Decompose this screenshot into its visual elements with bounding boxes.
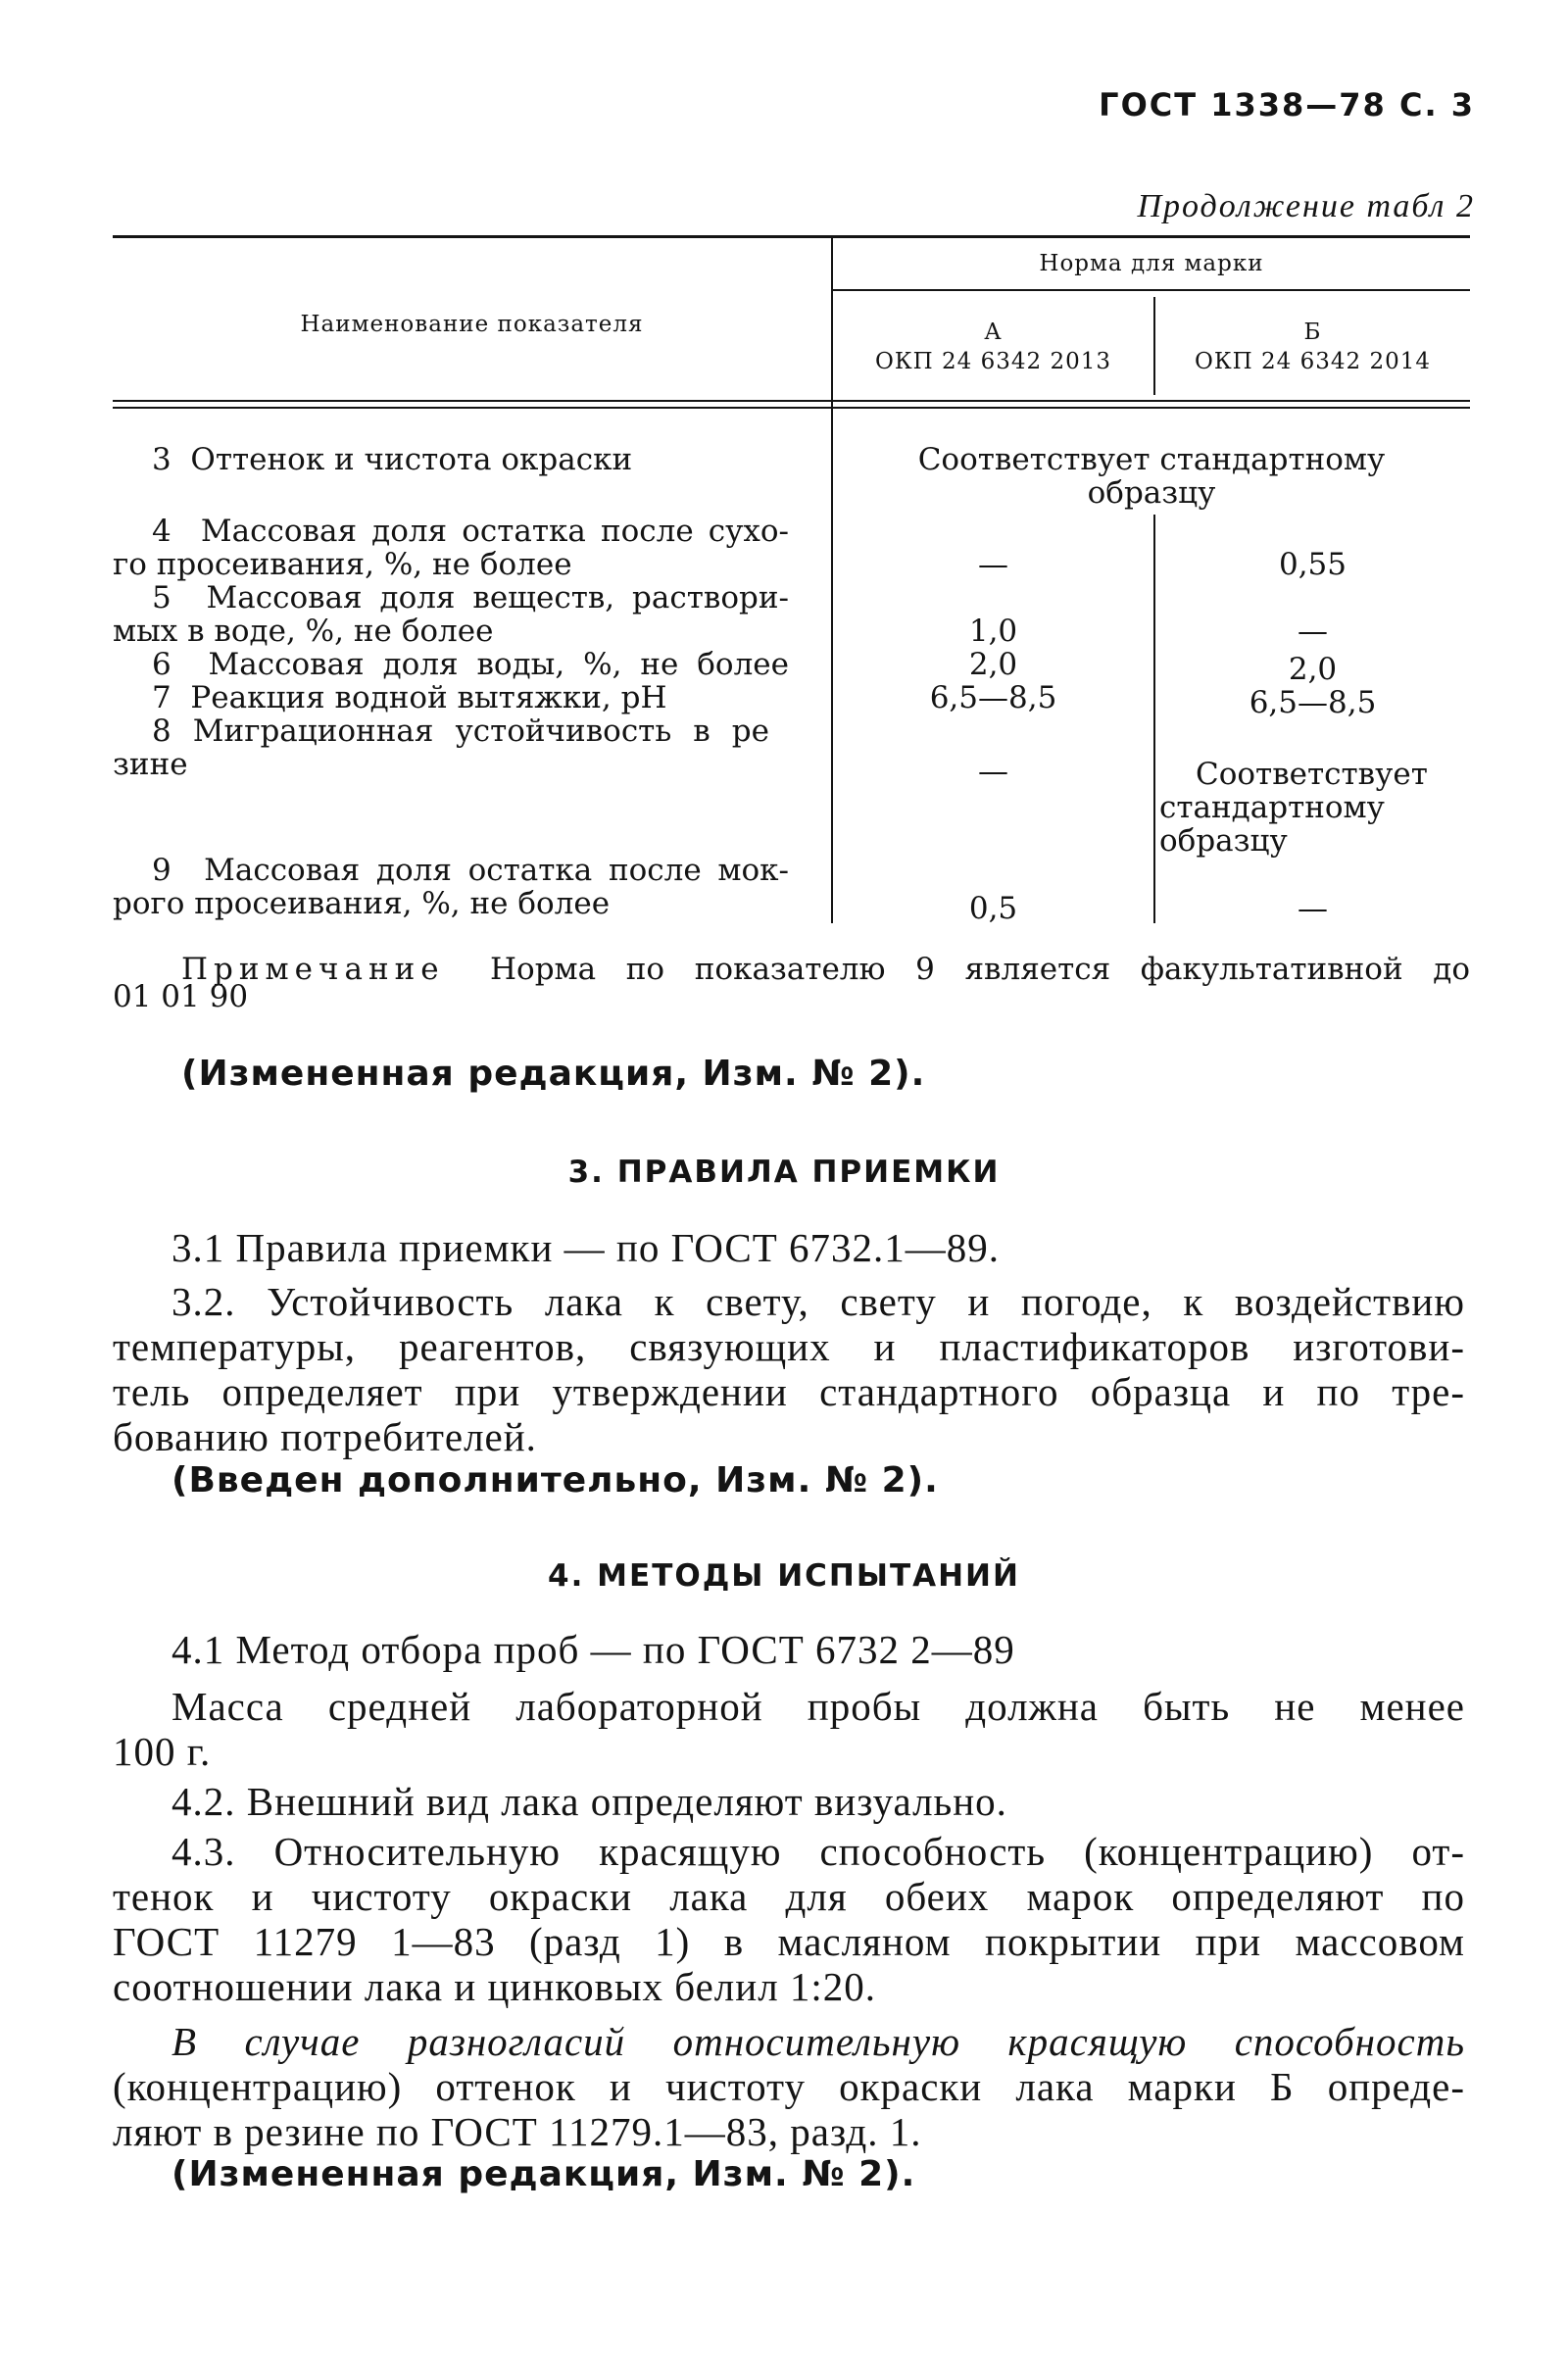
- section-3-p2-line3: тель определяет при утверждении стандартного образца и по тре-: [113, 1369, 1465, 1414]
- row-7-value-a: 6,5—8,5: [929, 680, 1057, 715]
- row-7-name: 7 Реакция водной вытяжки, pH: [152, 680, 667, 715]
- table-note-date: 01 01 90: [113, 979, 249, 1014]
- row-8-name-line2: зине: [113, 747, 188, 782]
- row-6-value-b: 2,0: [1288, 652, 1338, 687]
- mark-a-code: ОКП 24 6342 2013: [875, 349, 1111, 374]
- column-header-name: Наименование показателя: [300, 312, 644, 337]
- row-5-value-a: 1,0: [968, 614, 1018, 649]
- change-note-section-4: (Измененная редакция, Изм. № 2).: [172, 2154, 916, 2194]
- row-3-shared-value-line1: Соответствует стандартному: [917, 442, 1386, 477]
- row-4-name-line2: го просеивания, %, не более: [113, 547, 572, 582]
- row-6-value-a: 2,0: [968, 647, 1018, 682]
- row-8-value-b-line1: Соответствует: [1196, 757, 1428, 792]
- row-6-name: 6 Массовая доля воды, %, не более: [152, 647, 789, 682]
- section-4-p4-line1: В случае разногласий относительную красящую способность: [172, 2019, 1465, 2064]
- row-5-value-b: —: [1298, 614, 1328, 649]
- row-9-name-line1: 9 Массовая доля остатка после мок-: [152, 853, 789, 888]
- row-5-name-line2: мых в воде, %, не более: [113, 614, 494, 649]
- row-8-name-line1: 8 Миграционная устойчивость в ре: [152, 713, 769, 749]
- section-4-p3-line2: тенок и чистоту окраски лака для обеих марок определяют по: [113, 1874, 1465, 1919]
- page-reference: ГОСТ 1338—78 С. 3: [1099, 86, 1475, 123]
- section-3-p2-line2: температуры, реагентов, связующих и пластификаторов изготови-: [113, 1324, 1465, 1369]
- mark-a-letter: А: [984, 320, 1003, 345]
- row-8-value-a: —: [978, 754, 1008, 789]
- section-4-title: 4. МЕТОДЫ ИСПЫТАНИЙ: [548, 1558, 1020, 1594]
- section-4-p2: 4.2. Внешний вид лака определяют визуально.: [172, 1779, 1007, 1824]
- norm-header-rule: [833, 289, 1470, 291]
- row-8-value-b-line3: образцу: [1159, 823, 1288, 859]
- row-9-name-line2: рого просеивания, %, не более: [113, 886, 611, 921]
- header-bottom-rule-2: [113, 407, 1470, 409]
- section-3-title: 3. ПРАВИЛА ПРИЕМКИ: [567, 1155, 1001, 1190]
- section-3-p2-line4: бованию потребителей.: [113, 1414, 537, 1459]
- table-note-label: Примечание: [181, 952, 445, 987]
- row-7-value-b: 6,5—8,5: [1249, 685, 1377, 720]
- row-3-name: 3 Оттенок и чистота окраски: [152, 442, 633, 477]
- mark-b-letter: Б: [1303, 320, 1322, 345]
- table-note-text: Норма по показателю 9 является факультативной до: [490, 952, 1470, 987]
- section-4-p3-line1: 4.3. Относительную красящую способность (концентрацию) от-: [172, 1829, 1465, 1874]
- row-9-value-b: —: [1298, 891, 1328, 926]
- row-4-name-line1: 4 Массовая доля остатка после сухо-: [152, 514, 789, 549]
- row-4-value-a: —: [978, 547, 1008, 582]
- section-4-p1b-line1: Масса средней лабораторной пробы должна быть не менее: [172, 1684, 1465, 1729]
- header-bottom-rule: [113, 400, 1470, 402]
- mark-b-code: ОКП 24 6342 2014: [1195, 349, 1431, 374]
- row-4-value-b: 0,55: [1278, 547, 1348, 582]
- section-3-p2-line1: 3.2. Устойчивость лака к свету, свету и погоде, к воздействию: [172, 1279, 1465, 1324]
- section-4-p4-line3: ляют в резине по ГОСТ 11279.1—83, разд. 1.: [113, 2109, 922, 2154]
- row-9-value-a: 0,5: [968, 891, 1018, 926]
- section-4-p3-line3: ГОСТ 11279 1—83 (разд 1) в масляном покрытии при массовом: [113, 1919, 1465, 1964]
- section-4-p4-line2: (концентрацию) оттенок и чистоту окраски лака марки Б опреде-: [113, 2064, 1465, 2109]
- table-top-rule: [113, 235, 1470, 238]
- section-4-p3-line4: соотношении лака и цинковых белил 1:20.: [113, 1964, 877, 2009]
- section-3-p1: 3.1 Правила приемки — по ГОСТ 6732.1—89.: [172, 1225, 1001, 1270]
- row-8-value-b-line2: стандартному: [1159, 790, 1385, 825]
- section-4-p1b-line2: 100 г.: [113, 1729, 212, 1774]
- change-note-table: (Измененная редакция, Изм. № 2).: [181, 1054, 926, 1094]
- change-note-section-3: (Введен дополнительно, Изм. № 2).: [172, 1460, 939, 1500]
- row-3-shared-value-line2: образцу: [1087, 475, 1216, 511]
- column-header-norm: Норма для марки: [1039, 251, 1264, 276]
- column-divider-marks-header: [1153, 297, 1155, 395]
- table-continuation-label: Продолжение табл 2: [1137, 188, 1475, 224]
- row-5-name-line1: 5 Массовая доля веществ, раствори-: [152, 580, 789, 615]
- section-4-p1: 4.1 Метод отбора проб — по ГОСТ 6732 2—89: [172, 1627, 1015, 1672]
